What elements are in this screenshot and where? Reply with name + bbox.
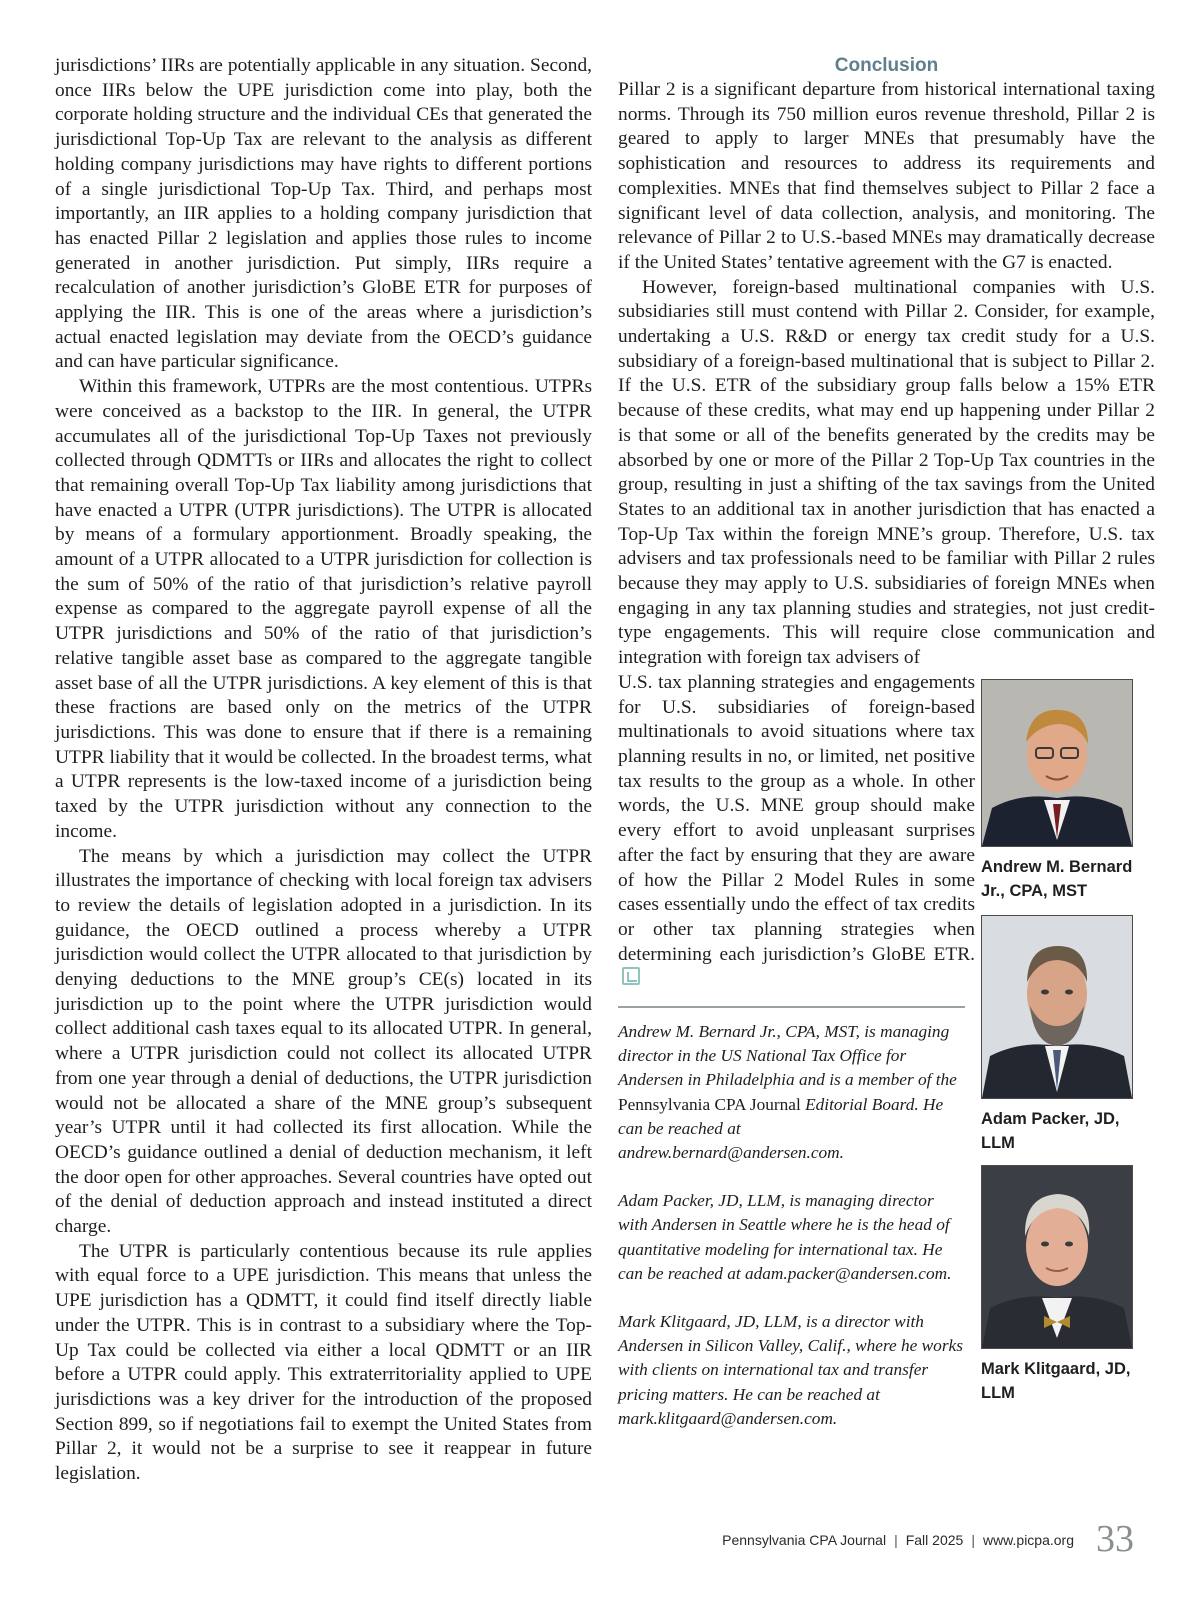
footer-issue: Fall 2025 [905,1532,964,1548]
body-paragraph: Pillar 2 is a significant departure from historical international taxing norms. Through its 750 million euros revenue threshold, Pillar 2 is geared to apply to larger MNEs that presumably have the sophistication and resources to address its requirements and complexities. MNEs that find themselves subject to Pillar 2 face a significant level of data collection, analysis, and monitoring. The relevance of Pillar 2 to U.S.-based MNEs may dramatically decrease if the United States’ tentative agreement with the G7 is enacted. [618,79,1155,273]
wrapped-text: U.S. tax planning strategies and engagements for U.S. subsidiaries of foreign-based multinationals to avoid situations where tax planning results in no, or limited, net positive tax results to the group as a whole. In other words, the U.S. MNE group should make every effort to avoid unpleasant surprises after the fact by ensuring that they are aware of how the Pillar 2 Model Rules in some cases essentially undo the effect of tax credits or other tax planning strategies when determining each jurisdiction’s GloBE ETR. [618,671,975,965]
footer-separator: | [971,1532,975,1548]
author-bio [618,1310,963,1431]
author-bio [618,1020,963,1165]
right-column [618,54,1155,1455]
wrapped-section [618,671,1155,1431]
portrait-image [982,680,1132,846]
portrait-image [982,916,1132,1098]
footer-website[interactable]: www.picpa.org [982,1532,1074,1548]
page-number: 33 [1096,1518,1134,1560]
portrait-image [982,1166,1132,1348]
bio-text: Adam Packer, JD, LLM, is managing director with Andersen in Seattle where he is the head of quantitative modeling for international tax. He can be reached at adam.packer@andersen.com. [618,1191,952,1283]
author-photo [981,915,1133,1099]
bio-text: Andrew M. Bernard Jr., CPA, MST, is managing director in the US National Tax Office for Andersen in Philadelphia and is a member of the [618,1022,957,1090]
author-photo [981,1165,1133,1349]
footer-separator: | [894,1532,898,1548]
photo-caption: Andrew M. Bernard Jr., CPA, MST [981,857,1133,900]
footer-publication: Pennsylvania CPA Journal [722,1532,887,1548]
bio-text: Editorial Board. He can be reached at andrew.bernard@andersen.com. [618,1094,944,1163]
page-footer [722,1511,1134,1560]
body-paragraph: jurisdictions’ IIRs are potentially applicable in any situation. Second, once IIRs below the UPE jurisdiction come into play, both the corporate holding structure and the individual CEs that generated the jurisdictional Top-Up Tax are relevant to the analysis as different holding company jurisdictions may have rights to different portions of a single jurisdictional Top-Up Tax. Third, and perhaps most importantly, an IIR applies to a holding company jurisdiction that has enacted Pillar 2 legislation and applies those rules to income generated in another jurisdiction. Put simply, IIRs require a recalculation of another jurisdiction’s GloBE ETR for purposes of applying the IIR. This is one of the areas where a jurisdiction’s actual enacted legislation may deviate from the OECD’s guidance and can have particular significance. [55,55,592,373]
bio-text: Mark Klitgaard, JD, LLM, is a director with Andersen in Silicon Valley, Calif., where he works with clients on international tax and transfer pricing matters. He can be reached at mark.klitgaard@andersen.com. [618,1312,963,1428]
body-paragraph: The means by which a jurisdiction may collect the UTPR illustrates the importance of checking with local foreign tax advisers to review the details of legislation adopted in a jurisdiction. In its guidance, the OECD outlined a process whereby a UTPR jurisdiction would collect the UTPR allocated to that jurisdiction by denying deductions to the MNE group’s CE(s) located in its jurisdiction up to the point where the UTPR jurisdiction would collect additional cash taxes equal to its allocated UTPR. In general, where a UTPR jurisdiction could not collect its allocated UTPR from one year through a denial of deductions, the UTPR jurisdiction would not be allocated a share of the MNE group’s subsequent year’s UTPR until it had collected its first allocation. While the OECD’s guidance outlined a denial of deduction mechanism, it left the door open for other approaches. Several countries have opted out of the denial of deduction approach and instead instituted a direct charge. [55,845,592,1238]
section-heading: Conclusion [834,55,939,76]
bio-divider [618,1006,965,1008]
end-mark-icon [622,967,640,985]
author-photos [981,671,1155,1405]
author-photo [981,679,1133,847]
photo-caption: Adam Packer, JD, LLM [981,1109,1120,1152]
publication-name: Pennsylvania CPA Journal [618,1094,801,1114]
body-paragraph: Within this framework, UTPRs are the most contentious. UTPRs were conceived as a backstop to the IIR. In general, the UTPR accumulates all of the jurisdictional Top-Up Taxes not previously collected through QDMTTs or IIRs and allocates the right to collect that remaining overall Top-Up Tax liability among jurisdictions that have enacted a UTPR (UTPR jurisdictions). The UTPR is allocated by means of a formulary apportionment. Broadly speaking, the amount of a UTPR allocated to a UTPR jurisdiction for collection is the sum of 50% of the ratio of that jurisdiction’s relative payroll expense as compared to the aggregate payroll expense of all the UTPR jurisdictions and 50% of the ratio of that jurisdiction’s relative tangible asset base as compared to the aggregate tangible asset base of all the UTPR jurisdictions. A key element of this is that these fractions are based only on the metrics of the UTPR jurisdictions. This was done to ensure that if there is a remaining UTPR liability that it would be collected. In the broadest terms, what a UTPR represents is the low-taxed income of a jurisdiction being taxed by the UTPR jurisdiction without any connection to the income. [55,376,592,842]
left-column [55,54,592,1487]
body-paragraph: The UTPR is particularly contentious because its rule applies with equal force to a UPE jurisdiction. This means that unless the UPE jurisdiction has a QDMTT, it could find itself directly liable under the UTPR. This is in contrast to a subsidiary where the Top-Up Tax could be collected via either a local QDMTT or an IIR before a UTPR could apply. This extraterritoriality applied to UPE jurisdictions was a key driver for the introduction of the proposed Section 899, so if negotiations fail to exempt the United States from Pillar 2, it would not be a surprise to see it reappear in future legislation. [55,1240,592,1485]
narrow-text-block [618,671,975,1431]
body-paragraph [618,671,975,992]
author-bio [618,1189,963,1286]
body-paragraph: However, foreign-based multinational companies with U.S. subsidiaries still must contend with Pillar 2. Consider, for example, undertaking a U.S. R&D or energy tax credit study for a U.S. subsidiary of a foreign-based multinational that is subject to Pillar 2. If the U.S. ETR of the subsidiary group falls below a 15% ETR because of these credits, what may end up happening under Pillar 2 is that some or all of the benefits generated by the credits may be absorbed by one or more of the Pillar 2 Top-Up Tax countries in the group, resulting in just a shifting of the tax savings from the United States to an additional tax in another jurisdiction that has enacted a Top-Up Tax within the foreign MNE’s group. Therefore, U.S. tax advisers and tax professionals need to be familiar with Pillar 2 rules because they may apply to U.S. subsidiaries of foreign MNEs when engaging in any tax planning studies and strategies, not just credit-type engagements. This will require close communication and integration with foreign tax advisers of [618,276,1155,669]
photo-caption: Mark Klitgaard, JD, LLM [981,1359,1131,1402]
